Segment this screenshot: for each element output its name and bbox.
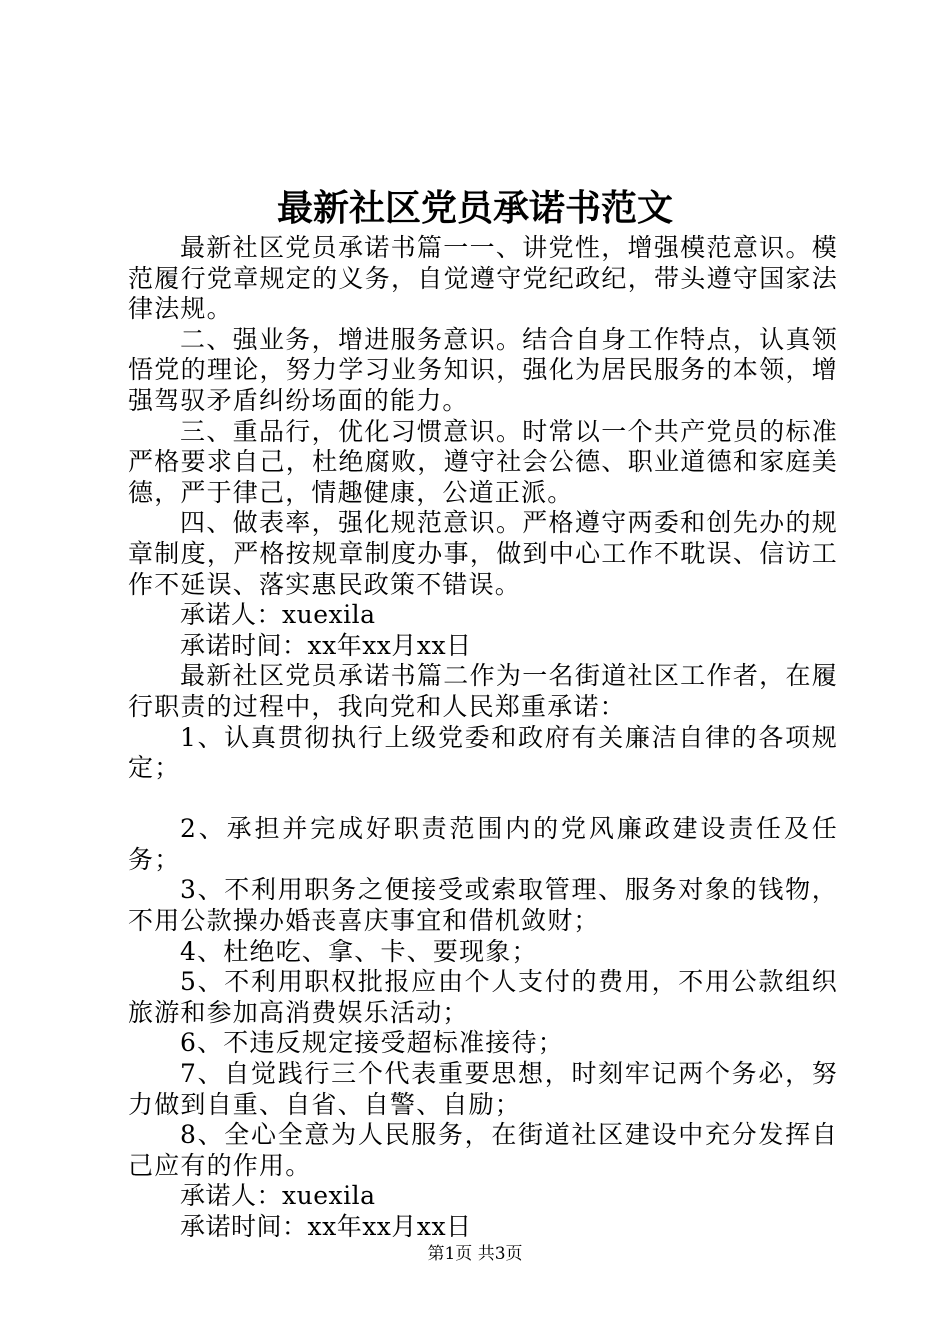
document-body: [128, 233, 838, 1243]
paragraph-pledge-1-item-2: 二、强业务，增进服务意识。结合自身工作特点，认真领悟党的理论，努力学习业务知识，强化为居民服务的本领，增强驾驭矛盾纠纷场面的能力。: [128, 324, 838, 415]
document-title: 最新社区党员承诺书范文: [276, 187, 673, 229]
paragraph-pledge-1-item-4: 四、做表率，强化规范意识。严格遵守两委和创先办的规章制度，严格按规章制度办事，做到中心工作不耽误、信访工作不延误、落实惠民政策不错误。: [128, 508, 838, 599]
blank-line: [128, 784, 838, 815]
list-item-2: 2、承担并完成好职责范围内的党风廉政建设责任及任务；: [128, 814, 838, 874]
signature-pledger-1: 承诺人：xuexila: [180, 600, 376, 630]
list-item-7: 7、自觉践行三个代表重要思想，时刻牢记两个务必，努力做到自重、自省、自警、自励；: [128, 1059, 838, 1119]
paragraph-pledge-1-item-3: 三、重品行，优化习惯意识。时常以一个共产党员的标准严格要求自己，杜绝腐败，遵守社会公德、职业道德和家庭美德，严于律己，情趣健康，公道正派。: [128, 416, 838, 507]
list-item-6: 6、不违反规定接受超标准接待；: [180, 1028, 564, 1058]
signature-pledger-2: 承诺人：xuexila: [180, 1181, 376, 1211]
list-item-4: 4、杜绝吃、拿、卡、要现象；: [180, 936, 538, 966]
paragraph-pledge-2-intro: 最新社区党员承诺书篇二作为一名街道社区工作者，在履行职责的过程中，我向党和人民郑重承诺：: [128, 661, 838, 721]
list-item-3: 3、不利用职务之便接受或索取管理、服务对象的钱物，不用公款操办婚丧喜庆事宜和借机敛财；: [128, 875, 838, 936]
list-item-5: 5、不利用职权批报应由个人支付的费用，不用公款组织旅游和参加高消费娱乐活动；: [128, 967, 838, 1027]
signature-date-1: 承诺时间：xx年xx月xx日: [180, 630, 472, 660]
page-number-footer: 第1页 共3页: [427, 1244, 523, 1264]
signature-date-2: 承诺时间：xx年xx月xx日: [180, 1212, 472, 1241]
list-item-8: 8、全心全意为人民服务，在街道社区建设中充分发挥自己应有的作用。: [128, 1120, 838, 1180]
list-item-1: 1、认真贯彻执行上级党委和政府有关廉洁自律的各项规定；: [128, 722, 838, 783]
paragraph-pledge-1-intro: 最新社区党员承诺书篇一一、讲党性，增强模范意识。模范履行党章规定的义务，自觉遵守党纪政纪，带头遵守国家法律法规。: [128, 233, 838, 324]
